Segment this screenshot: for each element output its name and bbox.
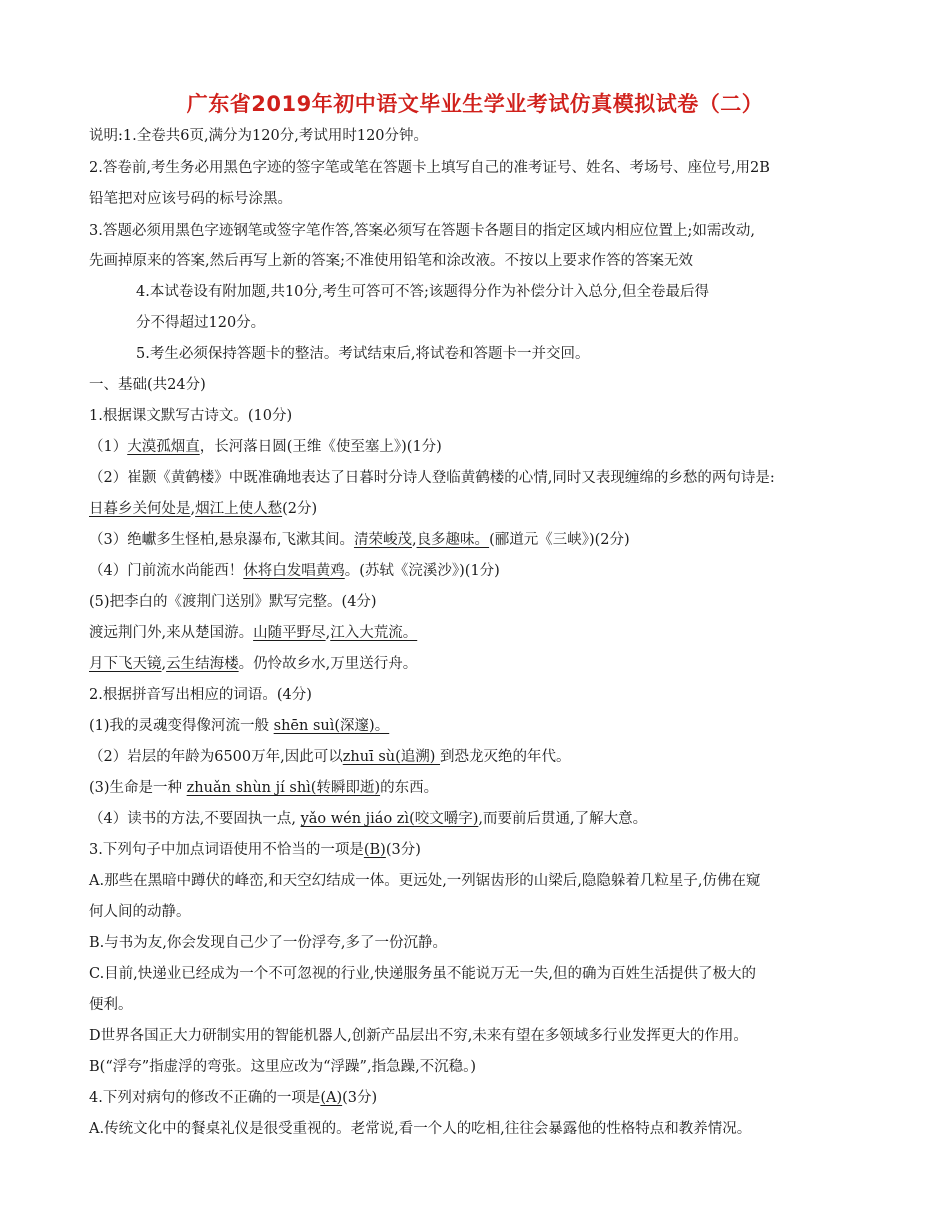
q1-part4-post: 。(苏轼《浣溪沙》)(1分) <box>344 563 500 579</box>
instruction-3b: 先画掉原来的答案,然后再写上新的答案;不准使用铅笔和涂改液。不按以上要求作答的答案无效 <box>89 253 693 269</box>
q2-part2-answer: zhuī sù(追溯) <box>342 749 441 765</box>
q4-stem-pre: 4.下列对病句的修改不正确的一项是 <box>89 1090 321 1106</box>
q3-option-c-line1: C.目前,快递业已经成为一个不可忽视的行业,快递服务虽不能说万无一失,但的确为百姓生活提供了极大的 <box>89 966 757 982</box>
q4-option-a: A.传统文化中的餐桌礼仪是很受重视的。老常说,看一个人的吃相,往往会暴露他的性格特点和教养情况。 <box>89 1121 752 1137</box>
q2-part2 <box>89 747 571 767</box>
instruction-1: 说明:1.全卷共6页,满分为120分,考试用时120分钟。 <box>89 128 429 144</box>
q3-option-a-line1: A.那些在黑暗中蹲伏的峰峦,和天空幻结成一体。更远处,一列锯齿形的山梁后,隐隐躲着几粒星子,仿佛在窥 <box>89 873 761 889</box>
q1-part1-post: ，长河落日圆(王维《使至塞上》)(1分) <box>199 439 442 455</box>
q4-stem-post: (3分) <box>342 1090 378 1106</box>
q2-part1-pre: (1)我的灵魂变得像河流一般 <box>89 718 274 734</box>
q2-part4-post: ,而要前后贯通,了解大意。 <box>478 811 648 827</box>
q1-part5-sep-1: , <box>325 625 331 641</box>
q1-part4-answer: 休将白发唱黄鸡 <box>243 563 345 579</box>
q2-part4-answer: yǎo wén jiáo zì(咬文嚼字) <box>300 811 479 827</box>
q2-part3-answer: zhuǎn shùn jí shì(转瞬即逝) <box>186 780 381 796</box>
q3-option-c-line2: 便利。 <box>89 997 133 1013</box>
q1-part3-answer-1: 清荣峻茂 <box>353 532 412 548</box>
q4-answer: (A) <box>320 1090 343 1106</box>
q4-stem <box>89 1088 377 1108</box>
instruction-5: 5.考生必须保持答题卡的整洁。考试结束后,将试卷和答题卡一并交回。 <box>136 346 590 362</box>
instruction-4b: 分不得超过120分。 <box>136 315 266 331</box>
q1-part5-answer-3: 月下飞天镜 <box>89 656 162 672</box>
q1-part5-stem: (5)把李白的《渡荆门送别》默写完整。(4分) <box>89 594 377 610</box>
exam-title: 广东省2019年初中语文毕业生学业考试仿真模拟试卷（二） <box>186 92 764 116</box>
q1-part2-sep: , <box>190 501 196 517</box>
q3-answer: (B) <box>363 842 386 858</box>
q1-part5-answer-1: 山随平野尽 <box>253 625 326 641</box>
q1-part2-answer-1: 日暮乡关何处是 <box>89 501 191 517</box>
q2-part1-answer: shēn suì(深邃)。 <box>273 718 390 734</box>
q1-part1-pre: （1） <box>89 439 128 455</box>
section-heading: 一、基础(共24分) <box>89 377 206 393</box>
q1-stem: 1.根据课文默写古诗文。(10分) <box>89 408 293 424</box>
q1-part5-line2-post: 。仍怜故乡水,万里送行舟。 <box>238 656 418 672</box>
instruction-4a: 4.本试卷设有附加题,共10分,考生可答可不答;该题得分作为补偿分计入总分,但全卷最后得 <box>136 284 709 300</box>
q1-part1 <box>89 437 442 457</box>
q3-option-b: B.与书为友,你会发现自己少了一份浮夸,多了一份沉静。 <box>89 935 447 951</box>
q2-part4 <box>89 809 647 829</box>
q3-explanation: B(“浮夸”指虚浮的弯张。这里应改为“浮躁”,指急躁,不沉稳。) <box>89 1059 477 1075</box>
q2-stem: 2.根据拼音写出相应的词语。(4分) <box>89 687 312 703</box>
q2-part2-pre: （2）岩层的年龄为6500万年,因此可以 <box>89 749 343 765</box>
q2-part3 <box>89 778 438 798</box>
instruction-2a: 2.答卷前,考生务必用黑色字迹的签字笔或笔在答题卡上填写自己的准考证号、姓名、考场号、座位号,用2B <box>89 160 770 176</box>
q3-option-a-line2: 何人间的动静。 <box>89 904 191 920</box>
q1-part4-pre: （4）门前流水尚能西！ <box>89 563 244 579</box>
q3-stem-pre: 3.下列句子中加点词语使用不恰当的一项是 <box>89 842 364 858</box>
q2-part4-pre: （4）读书的方法,不要固执一点, <box>89 811 301 827</box>
q2-part3-pre: (3)生命是一种 <box>89 780 187 796</box>
q1-part5-line1-pre: 渡远荆门外,来从楚国游。 <box>89 625 254 641</box>
q1-part2-post: (2分) <box>282 501 318 517</box>
q1-part3-answer-2: 良多趣味。 <box>416 532 490 548</box>
instruction-3a: 3.答题必须用黑色字迹钢笔或签字笔作答,答案必须写在答题卡各题目的指定区域内相应位置上;如需改动, <box>89 223 755 239</box>
q1-part5-answer-4: 云生结海楼 <box>166 656 239 672</box>
q1-part5-sep-2: , <box>161 656 167 672</box>
q1-part5-answer-2: 江入大荒流。 <box>330 625 418 641</box>
q1-part5-line1 <box>89 623 417 643</box>
q2-part1 <box>89 716 389 736</box>
q1-part2-answer-2: 烟江上使人愁 <box>195 501 283 517</box>
instruction-2b: 铅笔把对应该号码的标号涂黑。 <box>89 191 292 207</box>
q1-part3-pre: （3）绝巘多生怪柏,悬泉瀑布,飞漱其间。 <box>89 532 354 548</box>
q1-part3-sep: , <box>411 532 417 548</box>
q1-part2-stem: （2）崔颢《黄鹤楼》中既准确地表达了日暮时分诗人登临黄鹤楼的心情,同时又表现缠绵的乡愁的两句诗是: <box>89 470 775 486</box>
q1-part4 <box>89 561 500 581</box>
q3-stem-post: (3分) <box>385 842 421 858</box>
q1-part5-line2 <box>89 654 417 674</box>
q1-part3 <box>89 530 630 550</box>
q2-part2-post: 到恐龙灭绝的年代。 <box>440 749 571 765</box>
q1-part2-answers <box>89 499 317 519</box>
q3-stem <box>89 840 421 860</box>
q3-option-d: D世界各国正大力研制实用的智能机器人,创新产品层出不穷,未来有望在多领域多行业发挥更大的作用。 <box>89 1028 748 1044</box>
q1-part3-post: (郦道元《三峡》)(2分) <box>489 532 630 548</box>
q1-part1-answer: 大漠孤烟直 <box>127 439 200 455</box>
q2-part3-post: 的东西。 <box>380 780 439 796</box>
